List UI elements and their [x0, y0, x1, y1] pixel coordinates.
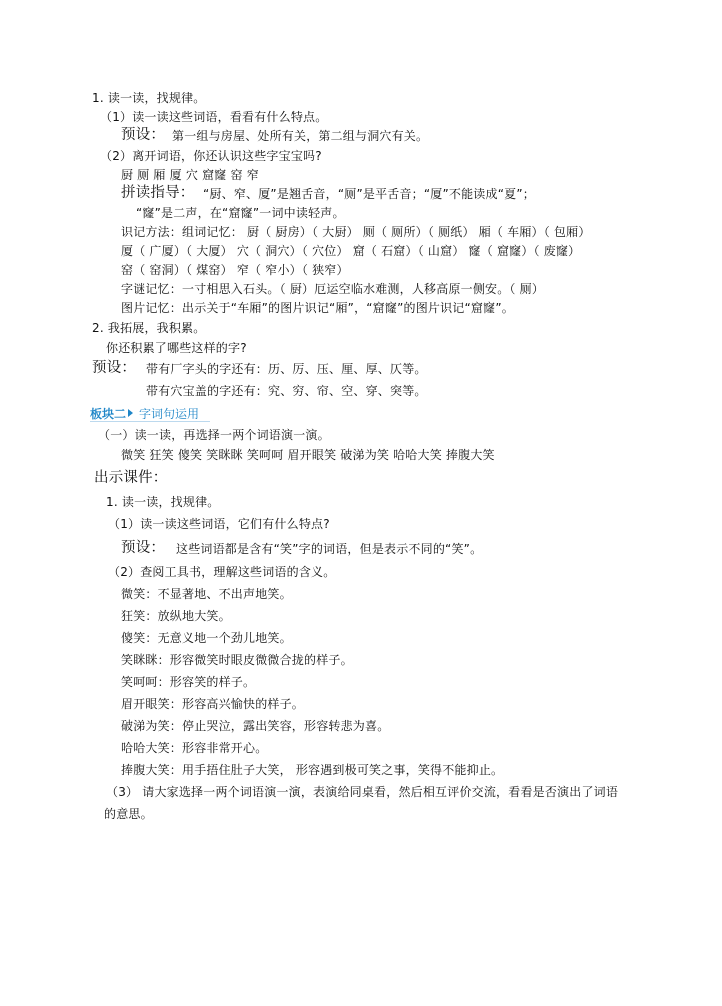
- definition-kuangxiao: 狂笑：放纵地大笑。: [121, 609, 231, 623]
- memory-method-line-1: 识记方法：组词记忆： 厨（ 厨房）（ 大厨） 厕（ 厕所）（ 厕纸） 厢（ 车厢）（ 包厢）: [121, 225, 591, 239]
- item-one: （一）读一读，再选择一两个词语演一演。: [98, 428, 330, 442]
- pinyin-guide-text-2: “窿”是二声，在“窟窿”一词中读轻声。: [136, 206, 345, 220]
- preset-text-3: 这些词语都是含有“笑”字的词语，但是表示不同的“笑”。: [176, 542, 483, 556]
- definition-pengfudaxiao: 捧腹大笑：用手捂住肚子大笑， 形容遇到极可笑之事，笑得不能抑止。: [121, 763, 504, 777]
- item-1-1: （1）读一读这些词语，看看有什么特点。: [100, 110, 328, 124]
- section-divider: [90, 421, 210, 422]
- picture-memory: 图片记忆：出示关于“车厢”的图片识记“厢”，“窟窿”的图片识记“窟窿”。: [121, 301, 514, 315]
- heading-1: 1. 读一读，找规律。: [92, 91, 206, 105]
- definition-potiweixiao: 破涕为笑：停止哭泣，露出笑容，形容转悲为喜。: [121, 719, 390, 733]
- preset-text-2b: 带有穴宝盖的字还有：究、穷、帘、空、穿、突等。: [146, 384, 427, 398]
- definition-meikaiyanxiao: 眉开眼笑：形容高兴愉快的样子。: [121, 697, 305, 711]
- courseware-item-1: （1）读一读这些词语，它们有什么特点?: [108, 517, 330, 531]
- preset-label-1: 预设：: [121, 127, 166, 143]
- definition-xiaohehe: 笑呵呵：形容笑的样子。: [121, 675, 256, 689]
- question-2: 你还积累了哪些这样的字?: [106, 341, 247, 355]
- pinyin-guide-label: 拼读指导：: [121, 185, 195, 201]
- memory-method-line-2: 厦（ 广厦）（ 大厦） 穴（ 洞穴）（ 穴位） 窟（ 石窟）（ 山窟） 窿（ 窟窿）（ 废窿）: [121, 244, 581, 258]
- courseware-item-2: （2）查阅工具书，理解这些词语的含义。: [108, 565, 336, 579]
- definition-weixiao: 微笑：不显著地、不出声地笑。: [121, 587, 292, 601]
- courseware-item-3: （3） 请大家选择一两个词语演一演，表演给同桌看，然后相互评价交流，看看是否演出了词语: [106, 785, 619, 799]
- arrow-icon: [128, 409, 133, 417]
- section-badge: [90, 405, 199, 421]
- preset-text-1: 第一组与房屋、处所有关，第二组与洞穴有关。: [172, 129, 429, 143]
- definition-hahadaxiao: 哈哈大笑：形容非常开心。: [121, 741, 268, 755]
- definition-xiaomimi: 笑眯眯：形容微笑时眼皮微微合拢的样子。: [121, 653, 353, 667]
- item-1-2: （2）离开词语，你还认识这些字宝宝吗?: [100, 149, 322, 163]
- courseware-item-3-cont: 的意思。: [104, 807, 153, 821]
- preset-label-2: 预设：: [92, 360, 137, 376]
- courseware-label: 出示课件：: [94, 470, 168, 486]
- pinyin-guide-text: “厨、窄、厦”是翘舌音，“厕”是平舌音；“厦”不能读成“夏”；: [203, 187, 535, 201]
- heading-2: 2. 我拓展，我积累。: [92, 321, 206, 335]
- courseware-heading-1: 1. 读一读，找规律。: [106, 495, 220, 509]
- riddle-memory: 字谜记忆：一寸相思入石头。（ 厨）厄运空临水难测，人移高原一侧安。（ 厕）: [121, 282, 545, 296]
- section-tag: 板块二: [90, 406, 127, 421]
- definition-shaxiao: 傻笑：无意义地一个劲儿地笑。: [121, 631, 292, 645]
- memory-method-line-3: 窑（ 窑洞）（ 煤窑） 窄（ 窄小）（ 狭窄）: [121, 263, 349, 277]
- preset-label-3: 预设：: [121, 540, 166, 556]
- preset-text-2a: 带有厂字头的字还有：历、厉、压、厘、厚、仄等。: [146, 362, 427, 376]
- section-title: 字词句运用: [139, 406, 200, 421]
- word-list: 微笑 狂笑 傻笑 笑眯眯 笑呵呵 眉开眼笑 破涕为笑 哈哈大笑 捧腹大笑: [121, 448, 495, 462]
- char-list: 厨 厕 厢 厦 穴 窟窿 窑 窄: [121, 168, 259, 182]
